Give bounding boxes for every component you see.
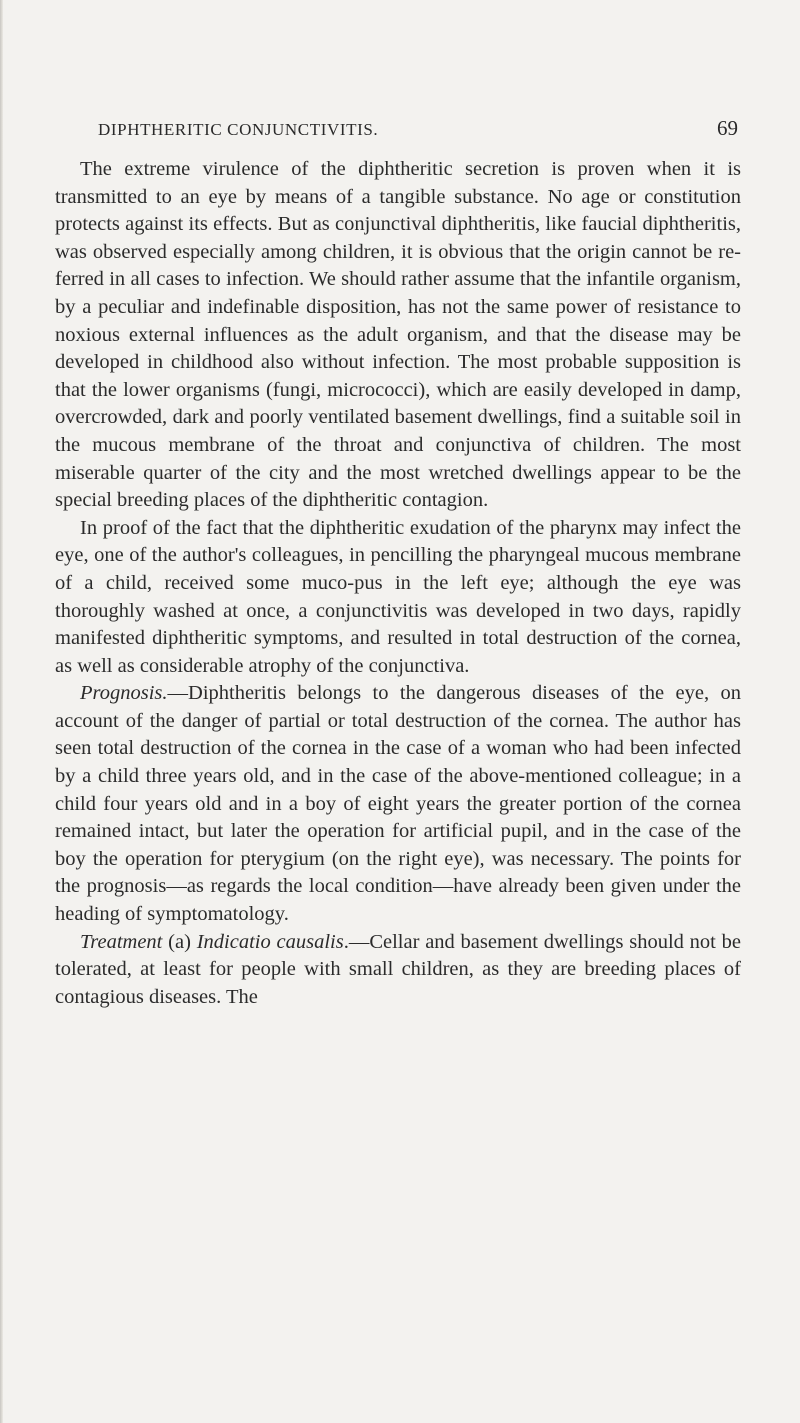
indicatio-heading: Indicatio causalis xyxy=(196,930,344,953)
paragraph-2 xyxy=(55,515,741,681)
prognosis-heading: Prognosis. xyxy=(80,682,168,705)
page-header xyxy=(98,116,738,144)
page-edge xyxy=(0,0,3,1423)
paragraph-1-text: The extreme virulence of the diphtheritic secretion is proven when it is transmitted to an eye by means of a tangible substance. No age or constitution protects against its effects. But as conjunctival diphtheritis, like faucial diphtheritis, was observed especially among children, it is obvious that the origin cannot be referred in all cases to infection. We should rather assume that the infantile organism, by a peculiar and indefinable disposition, has not the same power of resistance to noxious external influences as the adult organism, and that the disease may be developed in childhood also without infection. The most probable supposition is that the lower organisms (fungi, micrococci), which are easily developed in damp, overcrowded, dark and poorly ventilated basement dwellings, find a suitable soil in the mucous membrane of the throat and conjunctiva of children. The most miserable quarter of the city and the most wretched dwellings appear to be the special breeding places of the diphtheritic contagion. xyxy=(55,158,741,512)
page-number: 69 xyxy=(717,116,738,140)
prognosis-text: —Diphtheritis belongs to the dangerous diseases of the eye, on account of the danger of partial or total destruction of the cornea. The author has seen total destruction of the cornea in the case of a woman who had been infected by a child three years old, and in the case of the above-mentioned colleague; in a child four years old and in a boy of eight years the greater portion of the cornea remained intact, but later the operation for artificial pupil, and in the case of the boy the operation for pterygium (on the right eye), was necessary. The points for the prognosis—as regards the local condition—have already been given under the heading of symptomatology. xyxy=(55,682,741,926)
treatment-text: .—Cellar and basement dwellings should not be tolerated, at least for people with small children, as they are breeding places of contagious diseases. The xyxy=(55,930,742,1008)
treatment-heading: Treatment xyxy=(80,930,163,953)
running-head: DIPHTHERITIC CONJUNCTIVITIS. xyxy=(98,120,379,139)
body-text xyxy=(55,156,741,1011)
paragraph-prognosis xyxy=(55,680,741,928)
treatment-mark: (a) xyxy=(168,930,191,953)
paragraph-treatment xyxy=(55,929,741,1012)
paragraph-2-text: In proof of the fact that the diphtheritic exudation of the pharynx may infect the eye, one of the author's colleagues, in pencilling the pharyngeal mucous membrane of a child, received some muco-pus in the left eye; although the eye was thoroughly washed at once, a conjunctivitis was developed in two days, rapidly manifested diphtheritic symptoms, and resulted in total destruction of the cornea, as well as considerable atrophy of the conjunctiva. xyxy=(55,516,741,677)
paragraph-1 xyxy=(55,156,741,515)
